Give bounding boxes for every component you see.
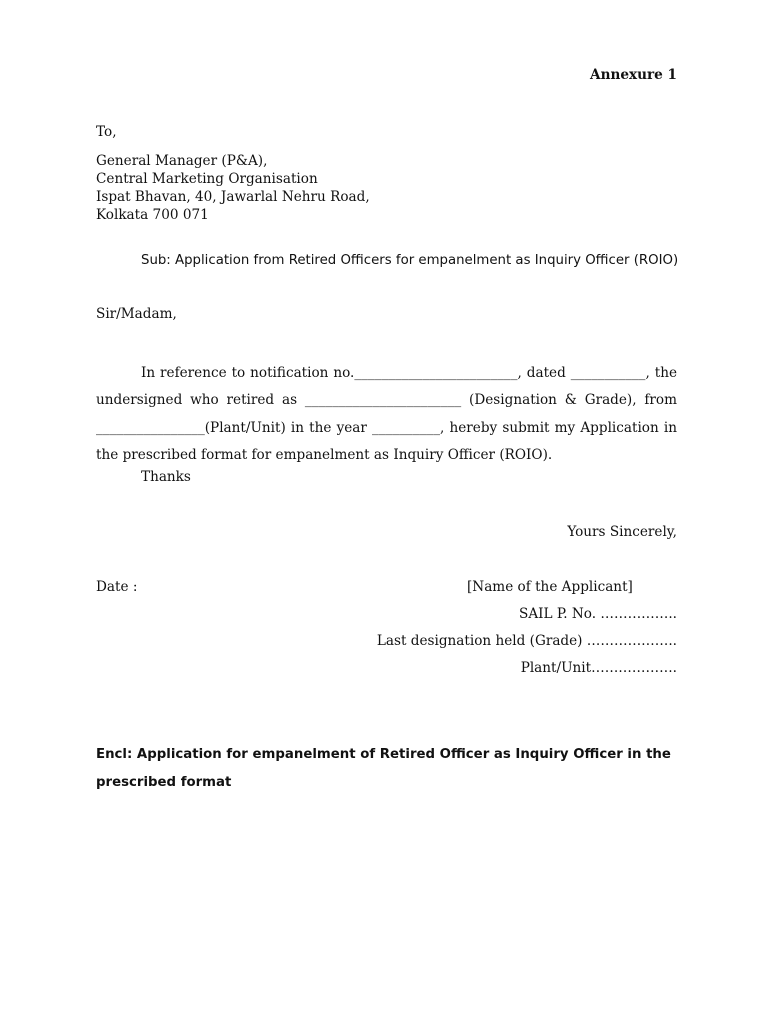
body-paragraph: In reference to notification no.________________________, dated ___________, the undersigned who retired as _______________________ (Designation & Grade), from ________________(Plant/Unit) in the year __________, hereby submit my Application in the prescribed format for empanelment as Inquiry Officer (ROIO). (96, 365, 677, 463)
address-line: Central Marketing Organisation (96, 171, 318, 187)
last-designation-field: Last designation held (Grade) ……………….. (376, 633, 677, 649)
address-line: Ispat Bhavan, 40, Jawarlal Nehru Road, (96, 189, 370, 205)
address-line: General Manager (P&A), (96, 153, 268, 169)
recipient-address (96, 152, 370, 224)
enclosure-line: prescribed format (96, 775, 232, 790)
thanks-line: Thanks (141, 469, 191, 485)
annexure-label: Annexure 1 (590, 67, 677, 83)
applicant-name-placeholder: [Name of the Applicant] (467, 579, 633, 595)
date-label: Date : (96, 579, 138, 595)
enclosure-line: Encl: Application for empanelment of Retired Officer as Inquiry Officer in the (96, 747, 671, 762)
plant-unit-field: Plant/Unit………………. (520, 660, 677, 676)
enclosure-note (96, 741, 677, 797)
closing-line: Yours Sincerely, (567, 524, 677, 540)
to-label: To, (96, 124, 117, 140)
sail-pno-field: SAIL P. No. …………….. (519, 606, 677, 622)
address-line: Kolkata 700 071 (96, 207, 209, 223)
letter-page (96, 0, 677, 1024)
subject-line: Sub: Application from Retired Officers for empanelment as Inquiry Officer (ROIO) (141, 253, 679, 268)
salutation: Sir/Madam, (96, 306, 177, 322)
